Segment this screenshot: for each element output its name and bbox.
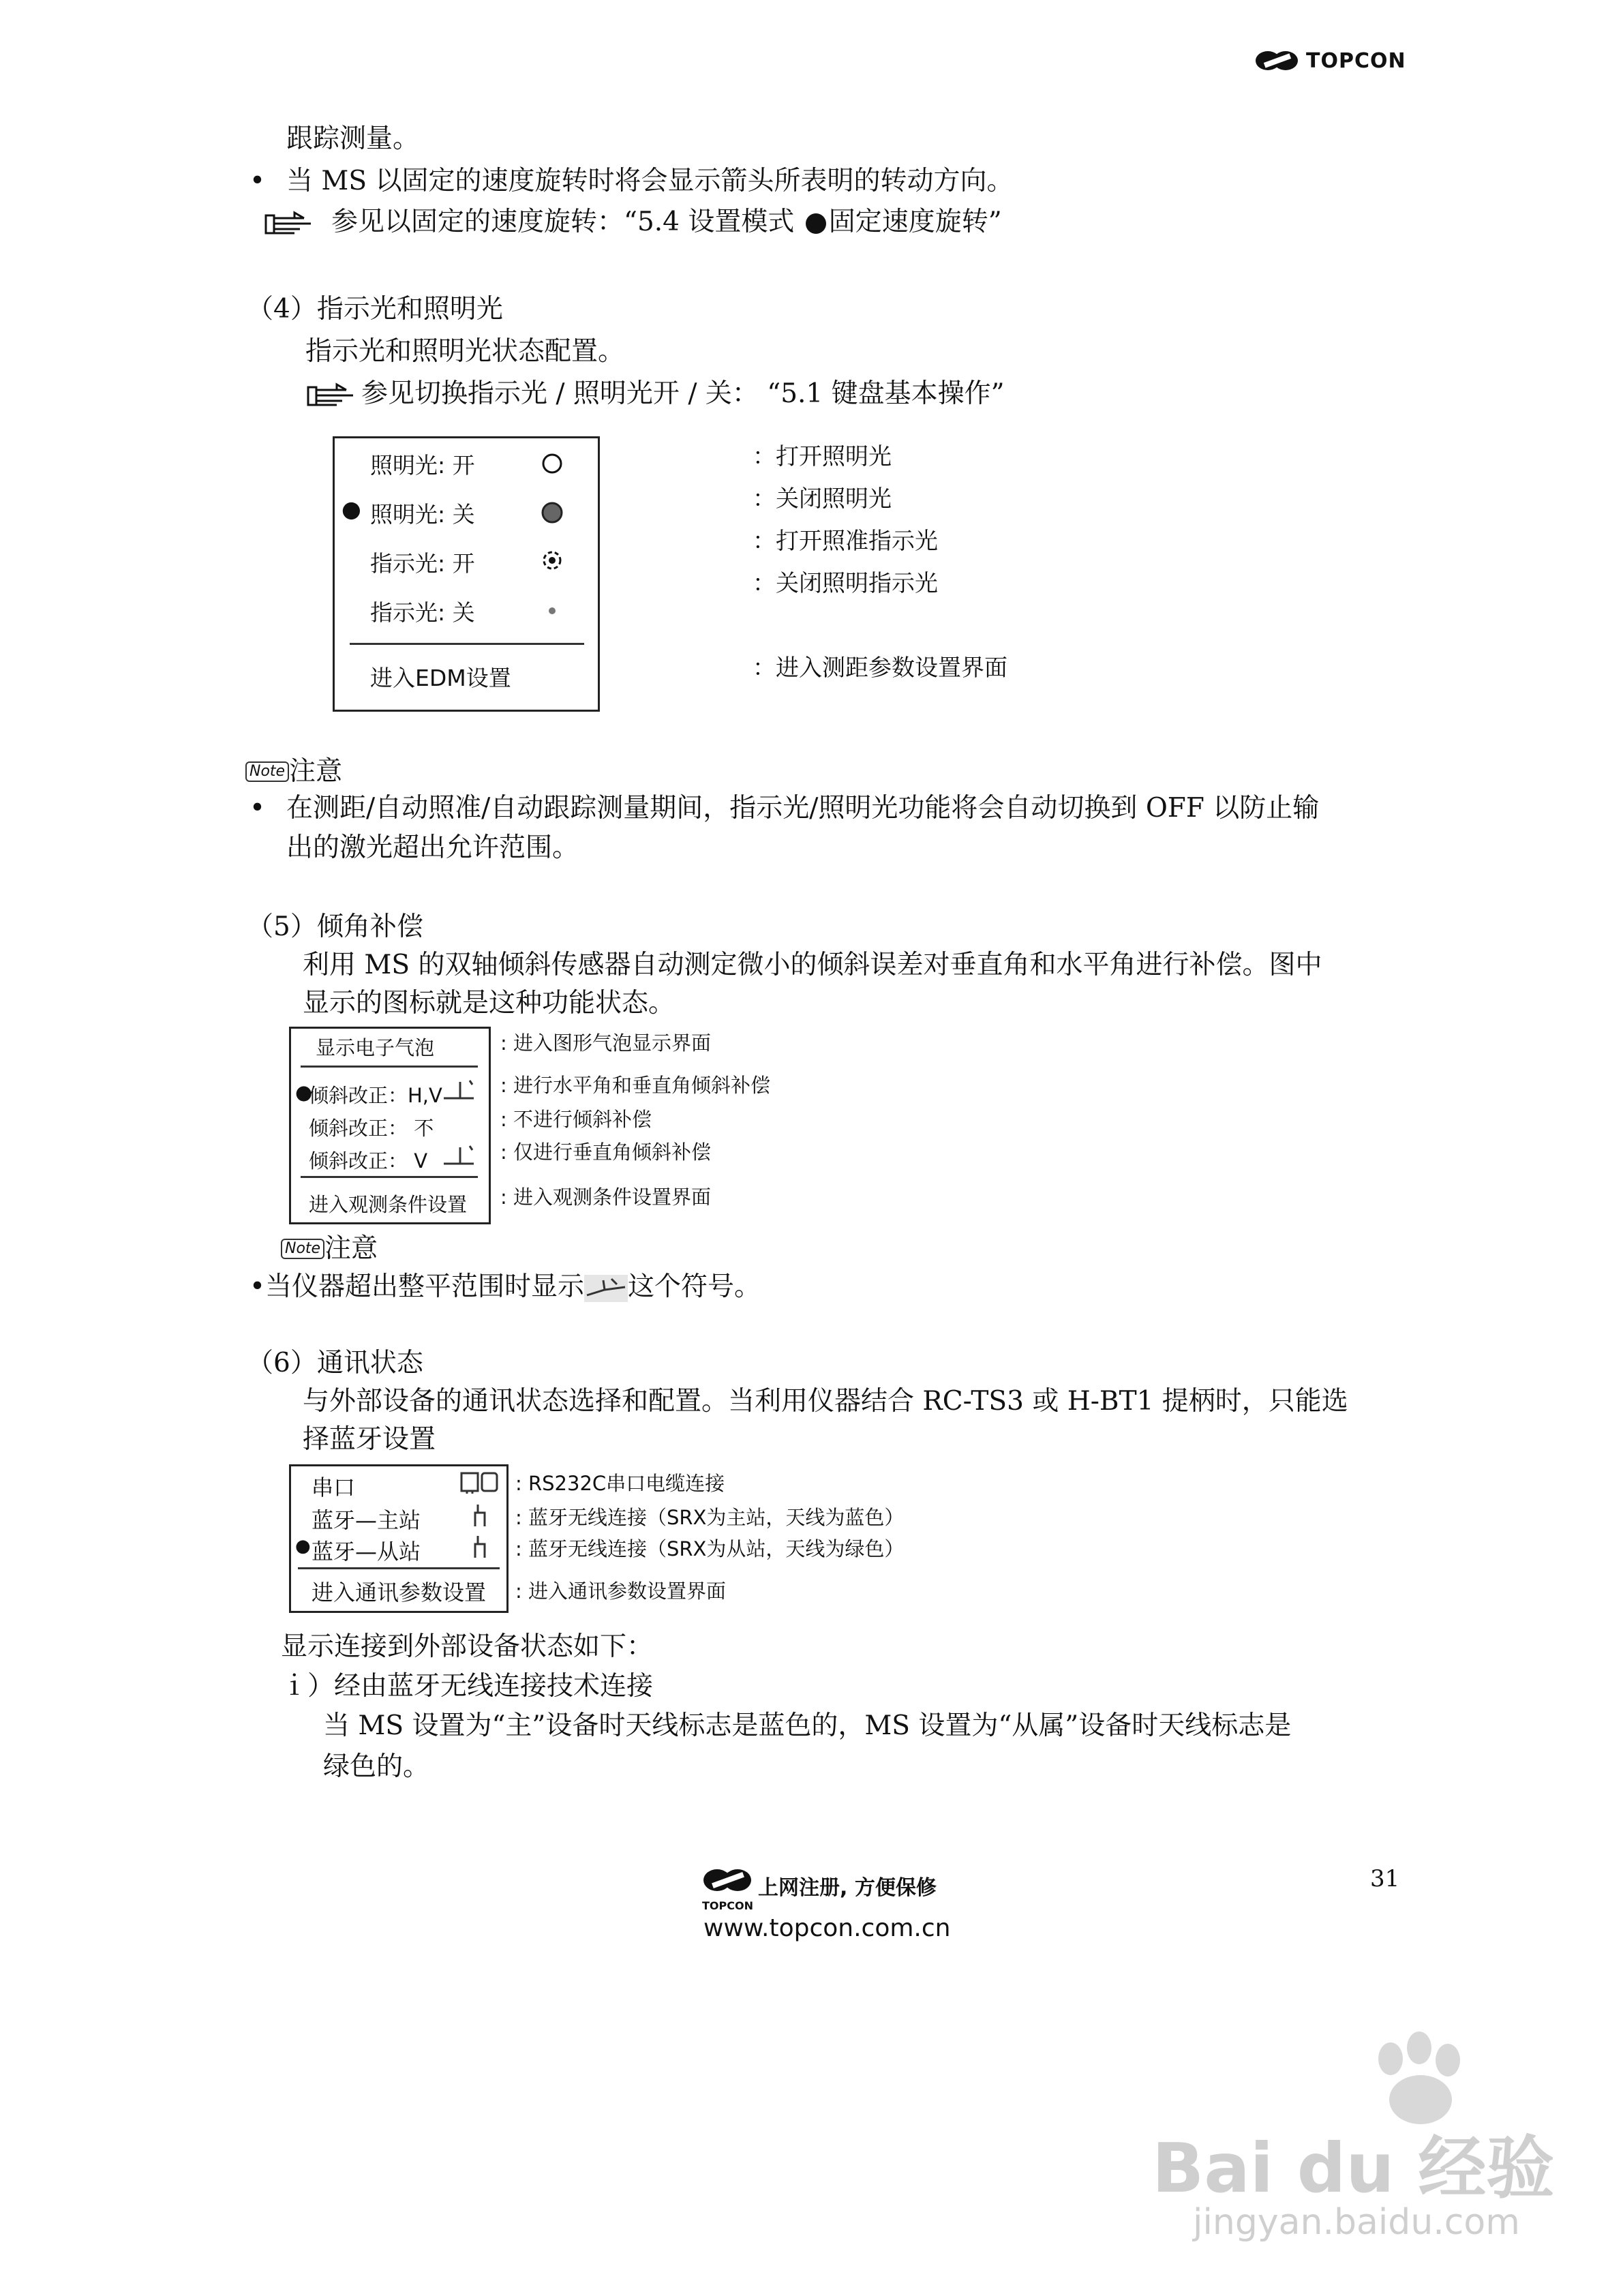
s6-note-4: : 进入通讯参数设置界面 bbox=[515, 1580, 726, 1603]
antenna-icon bbox=[470, 1503, 490, 1528]
s5-note-3: : 不进行倾斜补偿 bbox=[500, 1108, 652, 1131]
section-6-desc-1: 与外部设备的通讯状态选择和配置。当利用仪器结合 RC-TS3 或 H-BT1 提柄时，只能选 bbox=[303, 1386, 1348, 1417]
note-1-title: 注意 bbox=[289, 756, 343, 787]
section-6-sub-heading: ｉ）经由蓝牙无线连接技术连接 bbox=[281, 1671, 654, 1702]
pointing-hand-icon bbox=[305, 382, 359, 409]
section-6-sub-2: 绿色的。 bbox=[323, 1751, 430, 1782]
s6-note-2: : 蓝牙无线连接（SRX为主站，天线为蓝色） bbox=[515, 1506, 905, 1529]
s5-note-1: : 进入图形气泡显示界面 bbox=[500, 1031, 711, 1055]
s5-note-5: : 进入观测条件设置界面 bbox=[500, 1185, 711, 1209]
note-2-header bbox=[281, 1231, 378, 1267]
note-1-line-2: 出的激光超出允许范围。 bbox=[286, 832, 579, 863]
menu-item-serial[interactable]: 串口 bbox=[312, 1475, 356, 1500]
menu-item-guide-light-off[interactable]: 指示光: 关 bbox=[370, 599, 475, 626]
s5-note-4: : 仅进行垂直角倾斜补偿 bbox=[500, 1141, 711, 1164]
footer-brand: TOPCON bbox=[702, 1899, 753, 1912]
footer-slogan: 上网注册, 方便保修 bbox=[758, 1876, 937, 1900]
watermark bbox=[1152, 2031, 1588, 2256]
tilt-sensor-icon bbox=[442, 1143, 476, 1166]
footer-url[interactable]: www.topcon.com.cn bbox=[703, 1914, 951, 1942]
filled-circle-icon bbox=[804, 212, 828, 235]
serial-cable-icon bbox=[459, 1470, 500, 1495]
section-4-heading: （4）指示光和照明光 bbox=[247, 294, 503, 324]
s5-note-2: : 进行水平角和垂直角倾斜补偿 bbox=[500, 1074, 770, 1097]
menu-divider bbox=[350, 643, 584, 645]
note-1-header bbox=[245, 754, 342, 789]
menu-item-tilt-off[interactable]: 倾斜改正： 不 bbox=[309, 1117, 434, 1140]
note-2-pre: 当仪器超出整平范围时显示 bbox=[265, 1271, 585, 1302]
small-dot-icon bbox=[541, 599, 564, 622]
header-brand: TOPCON bbox=[1306, 49, 1406, 73]
topcon-logo-icon bbox=[1254, 44, 1302, 78]
antenna-icon bbox=[470, 1535, 490, 1559]
light-settings-menu bbox=[333, 436, 600, 712]
selected-dot: ● bbox=[342, 496, 361, 522]
note-2-title: 注意 bbox=[324, 1233, 378, 1264]
note-2-line: •当仪器超出整平范围时显示 这个符号。 bbox=[249, 1271, 761, 1302]
hollow-circle-icon bbox=[541, 452, 564, 475]
section-5-heading: （5）倾角补偿 bbox=[247, 911, 423, 942]
section-6-desc-2: 择蓝牙设置 bbox=[303, 1424, 436, 1455]
note-1-line-1: 在测距/自动照准/自动跟踪测量期间，指示光/照明光功能将会自动切换到 OFF 以防止输 bbox=[286, 793, 1320, 824]
menu-item-electronic-bubble[interactable]: 显示电子气泡 bbox=[316, 1036, 435, 1059]
s4-note-2: ：关闭照明光 bbox=[753, 485, 892, 513]
section-6-after: 显示连接到外部设备状态如下： bbox=[281, 1631, 654, 1662]
communication-menu bbox=[289, 1464, 509, 1613]
menu-item-bluetooth-master[interactable]: 蓝牙—主站 bbox=[312, 1507, 421, 1533]
tilt-compensation-menu bbox=[289, 1027, 491, 1224]
s6-note-1: : RS232C串口电缆连接 bbox=[515, 1472, 725, 1495]
selected-dot: ● bbox=[295, 1081, 313, 1104]
menu-item-illumination-off[interactable]: 照明光: 关 bbox=[370, 501, 475, 528]
s6-note-3: : 蓝牙无线连接（SRX为从站，天线为绿色） bbox=[515, 1537, 905, 1560]
note-icon: Note bbox=[245, 761, 289, 782]
watermark-brand: Bai du 经验 bbox=[1152, 2128, 1555, 2208]
menu-item-guide-light-on[interactable]: 指示光: 开 bbox=[370, 550, 475, 577]
note-icon: Note bbox=[281, 1239, 324, 1259]
section-6-sub-1: 当 MS 设置为“主”设备时天线标志是蓝色的，MS 设置为“从属”设备时天线标志是 bbox=[323, 1710, 1292, 1741]
s4-note-1: ：打开照明光 bbox=[753, 443, 892, 470]
gray-filled-circle-icon bbox=[541, 501, 564, 524]
note-2-post: 这个符号。 bbox=[628, 1271, 761, 1302]
menu-divider bbox=[301, 1066, 478, 1068]
intro-ref-tail: 固定速度旋转” bbox=[828, 207, 1002, 237]
intro-ref-line bbox=[263, 205, 1002, 240]
section-5-desc-2: 显示的图标就是这种功能状态。 bbox=[303, 988, 676, 1018]
out-of-range-tilt-icon bbox=[584, 1275, 628, 1302]
menu-item-edm-settings[interactable]: 进入EDM设置 bbox=[370, 665, 511, 691]
intro-ref: 参见以固定的速度旋转：“5.4 设置模式 bbox=[331, 207, 795, 237]
intro-bullet: 当 MS 以固定的速度旋转时将会显示箭头所表明的转动方向。 bbox=[286, 166, 1014, 196]
selected-dot: ● bbox=[295, 1536, 311, 1556]
section-4-ref: 参见切换指示光 / 照明光开 / 关： “5.1 键盘基本操作” bbox=[361, 378, 1005, 409]
intro-continuation: 跟踪测量。 bbox=[286, 123, 420, 154]
menu-item-illumination-on[interactable]: 照明光: 开 bbox=[370, 452, 475, 479]
menu-item-bluetooth-slave[interactable]: 蓝牙—从站 bbox=[312, 1539, 421, 1565]
menu-item-tilt-v[interactable]: 倾斜改正： V bbox=[309, 1149, 428, 1173]
bullet-dot: • bbox=[249, 166, 266, 196]
tilt-sensor-icon bbox=[442, 1078, 476, 1101]
section-6-heading: （6）通讯状态 bbox=[247, 1348, 423, 1378]
s4-note-4: ：关闭照明指示光 bbox=[753, 570, 938, 597]
page-number: 31 bbox=[1370, 1865, 1400, 1892]
s4-note-3: ：打开照准指示光 bbox=[753, 528, 938, 555]
section-5-desc-1: 利用 MS 的双轴倾斜传感器自动测定微小的倾斜误差对垂直角和水平角进行补偿。图中 bbox=[303, 950, 1322, 980]
pointing-hand-icon bbox=[263, 210, 316, 237]
guide-light-on-icon bbox=[541, 549, 564, 572]
footer-logo bbox=[702, 1860, 951, 1962]
bullet-dot: • bbox=[249, 793, 266, 824]
menu-item-comm-params[interactable]: 进入通讯参数设置 bbox=[312, 1580, 487, 1605]
menu-item-tilt-hv[interactable]: 倾斜改正：H,V bbox=[309, 1084, 442, 1107]
menu-divider bbox=[298, 1567, 500, 1569]
menu-item-obs-conditions[interactable]: 进入观测条件设置 bbox=[309, 1193, 468, 1216]
topcon-logo-icon bbox=[702, 1862, 757, 1901]
s4-note-5: ：进入测距参数设置界面 bbox=[753, 654, 1007, 682]
watermark-url: jingyan.baidu.com bbox=[1193, 2202, 1520, 2243]
section-4-desc: 指示光和照明光状态配置。 bbox=[305, 336, 625, 367]
section-4-ref-line bbox=[305, 376, 1005, 412]
menu-divider bbox=[301, 1176, 478, 1178]
